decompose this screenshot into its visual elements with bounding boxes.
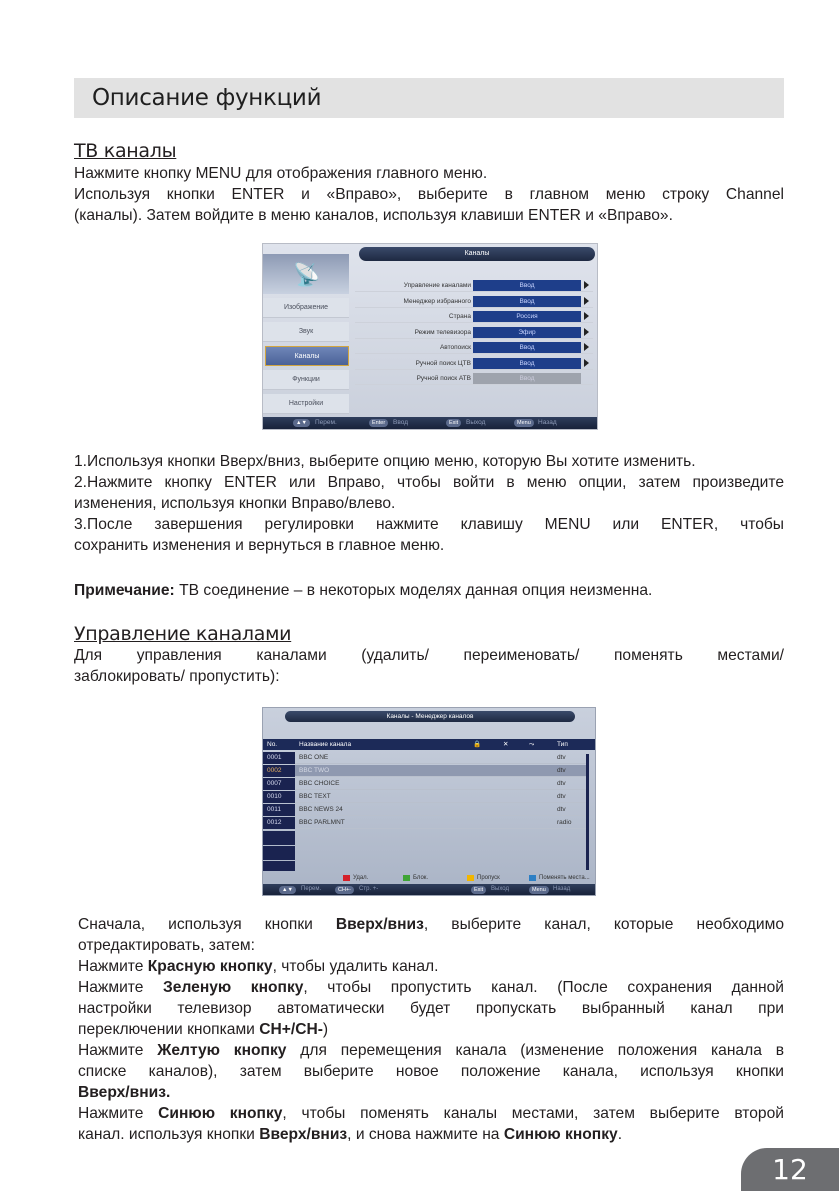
row-label: Менеджер избранного [403,298,471,305]
manager-table-header [263,739,596,750]
empty-row [263,861,295,871]
text: Нажмите [78,958,148,975]
text: Нажмите [78,979,163,996]
bold-text: CH+/CH- [259,1021,323,1038]
text: , чтобы поменять каналы местами, затем выберите второй [282,1105,784,1122]
channel-number: 0012 [263,817,295,829]
bold-text: Вверх/вниз [259,1126,348,1143]
row-value[interactable]: Ввод [473,358,581,369]
channel-number: 0007 [263,778,295,790]
menu-row[interactable] [355,357,593,370]
row-label: Страна [448,313,471,320]
text: , и снова нажмите на [347,1126,504,1143]
menu-title: Каналы [359,247,595,261]
step-line: 3.После завершения регулировки нажмите клавишу MENU или ENTER, чтобы [74,516,784,533]
channel-type: dtv [557,793,566,800]
manager-title: Каналы - Менеджер каналов [285,711,575,722]
steps-paragraph [74,451,784,556]
text: ) [322,1021,329,1038]
menu-row[interactable] [355,326,593,339]
channel-type: radio [557,819,572,826]
intro-line: Нажмите кнопку MENU для отображения главного меню. [74,165,488,182]
instruction-line [78,956,784,977]
menu-row[interactable] [355,295,593,308]
delete-icon: ✕ [503,741,509,748]
sidebar-item-picture[interactable]: Изображение [263,298,349,318]
row-value[interactable]: Ввод [473,373,581,384]
key-exit: Exit [471,886,486,894]
note-paragraph [74,580,784,601]
sidebar-item-functions[interactable]: Функции [263,370,349,390]
channel-row[interactable] [263,791,587,803]
satellite-dish-icon: 📡 [293,262,321,287]
text: для перемещения канала (изменение положения канала в [286,1042,784,1059]
sidebar-item-channels[interactable]: Каналы [265,346,349,366]
key-menu: Menu [529,886,549,894]
tv-intro-paragraph [74,163,784,226]
row-label: Автопоиск [439,344,471,351]
instructions-paragraph [78,914,784,1145]
key-ch-label: Стр. +- [359,886,379,892]
legend-green: Блок. [413,875,429,881]
tv-channels-heading: ТВ каналы [74,140,177,162]
channel-number: 0002 [263,765,295,777]
channel-type: dtv [557,780,566,787]
menu-row[interactable] [355,310,593,323]
channel-name: BBC TWO [299,767,330,774]
bold-text: Зеленую кнопку [163,979,304,996]
bold-text: Красную кнопку [147,958,273,975]
col-name-header: Название канала [299,741,352,748]
bold-text: Вверх/вниз. [78,1084,171,1101]
row-value[interactable]: Ввод [473,280,581,291]
bold-text: Синюю кнопку [158,1105,283,1122]
header-title: Описание функций [92,85,322,111]
management-line: заблокировать/ пропустить): [74,668,280,685]
key-exit-label: Выход [466,419,486,426]
key-move-label: Перем. [301,886,322,892]
instruction-line: отредактировать, затем: [78,937,255,954]
key-enter-label: Ввод [393,419,408,426]
arrow-right-icon [584,343,589,351]
text: , чтобы пропустить канал. (После сохранения данной [303,979,784,996]
legend-red: Удал. [353,875,369,881]
empty-row [263,846,295,860]
row-label: Ручной поиск АТВ [416,375,471,382]
arrow-right-icon [584,359,589,367]
key-move: ▲▼ [279,886,296,894]
channel-row[interactable] [263,804,587,816]
management-line: Для управления каналами (удалить/ переименовать/ поменять местами/ [74,647,784,664]
section-header [74,78,784,118]
row-label: Управление каналами [403,282,471,289]
arrow-right-icon [584,312,589,320]
instruction-line [78,977,784,998]
text: канал. используя кнопки [78,1126,260,1143]
channel-number: 0011 [263,804,295,816]
channel-row[interactable] [263,817,587,829]
menu-sidebar [263,244,349,419]
channel-manager-screenshot [262,707,596,896]
menu-row[interactable] [355,372,593,385]
instruction-line: списке каналов), затем выберите новое положение канала, используя кнопки [78,1063,784,1080]
instruction-line [78,1103,784,1124]
channel-type: dtv [557,754,566,761]
bold-text: Желтую кнопку [157,1042,287,1059]
sidebar-item-settings[interactable]: Настройки [263,394,349,414]
key-move-label: Перем. [315,419,337,426]
lock-icon: 🔒 [473,741,482,748]
key-ch: CH+- [335,886,354,894]
channel-name: BBC TEXT [299,793,331,800]
sidebar-logo [263,254,349,294]
row-value[interactable]: Эфир [473,327,581,338]
text: переключении кнопками [78,1021,260,1038]
menu-row[interactable] [355,341,593,354]
channel-name: BBC PARLMNT [299,819,345,826]
key-enter: Enter [369,419,388,427]
intro-line: Используя кнопки ENTER и «Вправо», выберите в главном меню строку Channel [74,186,784,203]
text: Нажмите [78,1105,159,1122]
color-legend [263,873,596,883]
instruction-line [78,1019,784,1040]
col-type-header: Тип [557,741,568,748]
text: Сначала, используя кнопки [78,916,336,933]
key-menu-label: Назад [553,886,571,892]
channel-row[interactable] [263,752,587,764]
channel-management-heading: Управление каналами [74,623,292,645]
row-value[interactable]: Россия [473,311,581,322]
page-number: 12 [741,1148,839,1191]
instruction-line [78,1082,784,1103]
key-exit-label: Выход [491,886,509,892]
note-label: Примечание: [74,582,175,599]
green-key-swatch [403,875,410,881]
channel-row[interactable] [263,778,587,790]
key-exit: Exit [446,419,461,427]
channel-number: 0010 [263,791,295,803]
channel-name: BBC CHOICE [299,780,340,787]
row-label: Режим телевизора [414,329,471,336]
menu-row[interactable] [355,279,593,292]
note-text: ТВ соединение – в некоторых моделях данная опция неизменна. [174,582,653,599]
channels-menu-screenshot [262,243,598,430]
scrollbar[interactable] [586,754,589,870]
legend-blue: Поменять места... [539,875,590,881]
row-value[interactable]: Ввод [473,296,581,307]
key-menu-label: Назад [538,419,557,426]
blue-key-swatch [529,875,536,881]
step-line: 1.Используя кнопки Вверх/вниз, выберите опцию меню, которую Вы хотите изменить. [74,453,696,470]
instruction-line [78,1040,784,1061]
arrow-right-icon [584,297,589,305]
text: Нажмите [78,1042,158,1059]
channel-type: dtv [557,806,566,813]
channel-name: BBC NEWS 24 [299,806,343,813]
key-move: ▲▼ [293,419,310,427]
channel-name: BBC ONE [299,754,329,761]
intro-line: (каналы). Затем войдите в меню каналов, используя клавиши ENTER и «Вправо». [74,207,673,224]
legend-yellow: Пропуск [477,875,500,881]
channel-type: dtv [557,767,566,774]
red-key-swatch [343,875,350,881]
bold-text: Синюю кнопку [503,1126,618,1143]
instruction-line [78,914,784,935]
manager-footer [263,884,596,895]
step-line: сохранить изменения и вернуться в главное меню. [74,537,445,554]
channel-number: 0001 [263,752,295,764]
empty-row [263,831,295,845]
arrow-right-icon [584,328,589,336]
sidebar-item-sound[interactable]: Звук [263,322,349,342]
row-value[interactable]: Ввод [473,342,581,353]
yellow-key-swatch [467,875,474,881]
move-icon: ⤳ [529,741,535,748]
col-no-header: No. [267,741,278,748]
text: , чтобы удалить канал. [272,958,439,975]
text: , выберите канал, которые необходимо [423,916,784,933]
step-line: 2.Нажмите кнопку ENTER или Вправо, чтобы войти в меню опции, затем произведите [74,474,784,491]
row-label: Ручной поиск ЦТВ [415,360,471,367]
instruction-line: настройки телевизор автоматически будет пропускать выбранный канал при [78,1000,784,1017]
step-line: изменения, используя кнопки Вправо/влево. [74,495,396,512]
channel-row[interactable] [263,765,587,777]
text: . [617,1126,623,1143]
arrow-right-icon [584,281,589,289]
bold-text: Вверх/вниз [335,916,424,933]
management-paragraph [74,645,784,687]
menu-footer [263,417,598,429]
key-menu: Menu [514,419,534,427]
instruction-line [78,1124,784,1145]
